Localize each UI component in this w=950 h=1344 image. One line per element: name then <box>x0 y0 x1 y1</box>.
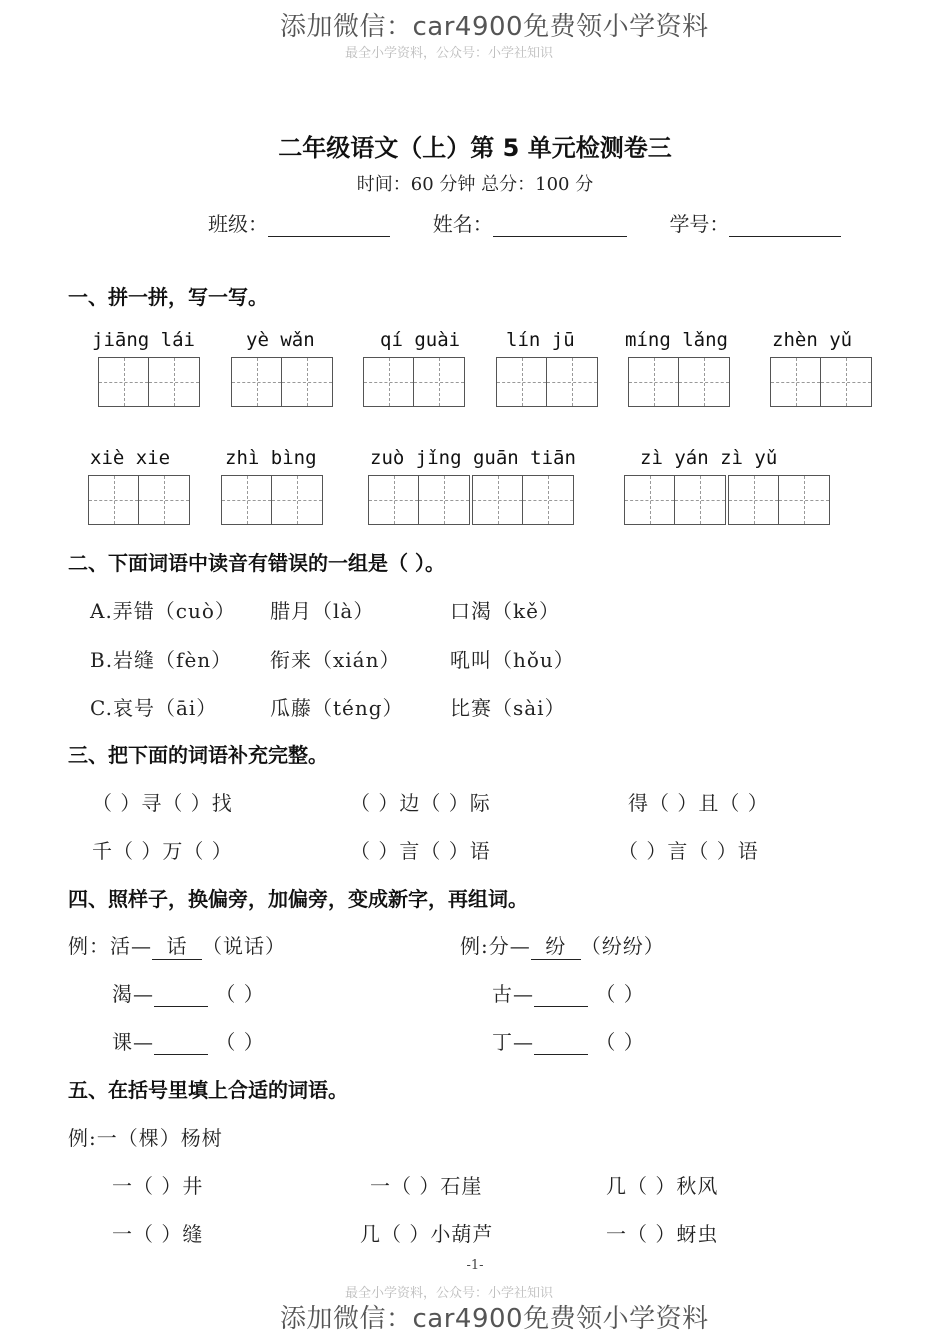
faded-footer-text: 最全小学资料，公众号：小学社知识 <box>345 1286 554 1301</box>
writing-grid[interactable] <box>88 475 190 525</box>
option-item: 比赛（sài） <box>450 696 566 720</box>
section-5-heading: 五、在括号里填上合适的词语。 <box>68 1078 348 1102</box>
faded-header-text: 最全小学资料，公众号：小学社知识 <box>345 46 554 61</box>
writing-grid[interactable] <box>231 357 333 407</box>
pinyin-label: lín jū <box>506 329 575 351</box>
watermark-bottom: 添加微信：car4900免费领小学资料 <box>280 1304 709 1334</box>
option-item: 口渴（kě） <box>450 599 560 623</box>
class-field[interactable] <box>268 217 390 237</box>
section-3-heading: 三、把下面的词语补充完整。 <box>68 743 328 767</box>
writing-grid[interactable] <box>770 357 872 407</box>
pinyin-label: zuò jǐng guān tiān <box>370 447 576 469</box>
idiom-blank[interactable]: 千（ ）万（ ） <box>92 839 233 863</box>
writing-grid[interactable] <box>728 475 830 525</box>
writing-grid[interactable] <box>628 357 730 407</box>
char-item[interactable]: 渴— （ ） <box>112 982 265 1006</box>
writing-grid[interactable] <box>496 357 598 407</box>
quantifier-blank[interactable]: 几（ ）小葫芦 <box>360 1222 494 1246</box>
pinyin-label: zhèn yǔ <box>772 329 853 351</box>
writing-grid[interactable] <box>624 475 726 525</box>
quantifier-blank[interactable]: 一（ ）石崖 <box>370 1174 483 1198</box>
quantifier-blank[interactable]: 一（ ）缝 <box>112 1222 204 1246</box>
pinyin-label: zhì bìng <box>225 447 317 469</box>
option-item: B.岩缝（fèn） <box>90 648 233 672</box>
pinyin-label: míng lǎng <box>625 329 728 351</box>
example-1: 例：活— 话 （说话） <box>68 930 286 960</box>
section-4-heading: 四、照样子，换偏旁，加偏旁，变成新字，再组词。 <box>68 887 528 911</box>
idiom-blank[interactable]: （ ）言（ ）语 <box>618 839 759 863</box>
option-item: 衔来（xián） <box>270 648 401 672</box>
pinyin-label: qí guài <box>380 329 461 351</box>
idiom-blank[interactable]: 得（ ）且（ ） <box>628 791 769 815</box>
char-item[interactable]: 丁— （ ） <box>492 1030 645 1054</box>
writing-grid[interactable] <box>472 475 574 525</box>
class-label: 班级： <box>208 212 268 236</box>
writing-grid[interactable] <box>363 357 465 407</box>
option-item: A.弄错（cuò） <box>90 599 236 623</box>
id-field[interactable] <box>729 217 841 237</box>
writing-grid[interactable] <box>221 475 323 525</box>
quantifier-blank[interactable]: 一（ ）井 <box>112 1174 204 1198</box>
page-title: 二年级语文（上）第 5 单元检测卷三 <box>278 134 672 162</box>
section-1-heading: 一、拼一拼，写一写。 <box>68 285 268 309</box>
idiom-blank[interactable]: （ ）边（ ）际 <box>350 791 491 815</box>
page-subtitle: 时间：60 分钟 总分：100 分 <box>356 174 594 195</box>
quantifier-blank[interactable]: 几（ ）秋风 <box>606 1174 719 1198</box>
idiom-blank[interactable]: （ ）寻（ ）找 <box>92 791 233 815</box>
name-field[interactable] <box>493 217 627 237</box>
pinyin-label: jiāng lái <box>92 329 195 351</box>
name-label: 姓名： <box>432 212 493 236</box>
option-item: 吼叫（hǒu） <box>450 648 575 672</box>
example-2: 例:分— 纷 （纷纷） <box>460 930 665 960</box>
id-label: 学号： <box>669 212 730 236</box>
pinyin-label: yè wǎn <box>246 329 315 351</box>
example-text: 例:一（棵）杨树 <box>68 1126 223 1150</box>
char-item[interactable]: 课— （ ） <box>112 1030 265 1054</box>
student-info <box>208 208 841 237</box>
quantifier-blank[interactable]: 一（ ）蚜虫 <box>606 1222 719 1246</box>
writing-grid[interactable] <box>98 357 200 407</box>
watermark-top: 添加微信：car4900免费领小学资料 <box>280 12 709 42</box>
idiom-blank[interactable]: （ ）言（ ）语 <box>350 839 491 863</box>
section-2-heading: 二、下面词语中读音有错误的一组是（ ）。 <box>68 551 445 575</box>
char-item[interactable]: 古— （ ） <box>492 982 645 1006</box>
option-item: C.哀号（āi） <box>90 696 218 720</box>
pinyin-label: zì yán zì yǔ <box>640 447 778 469</box>
pinyin-label: xiè xie <box>90 447 171 469</box>
option-item: 瓜藤（téng） <box>270 696 404 720</box>
option-item: 腊月（là） <box>270 599 375 623</box>
writing-grid[interactable] <box>368 475 470 525</box>
page-number: -1- <box>466 1258 484 1273</box>
